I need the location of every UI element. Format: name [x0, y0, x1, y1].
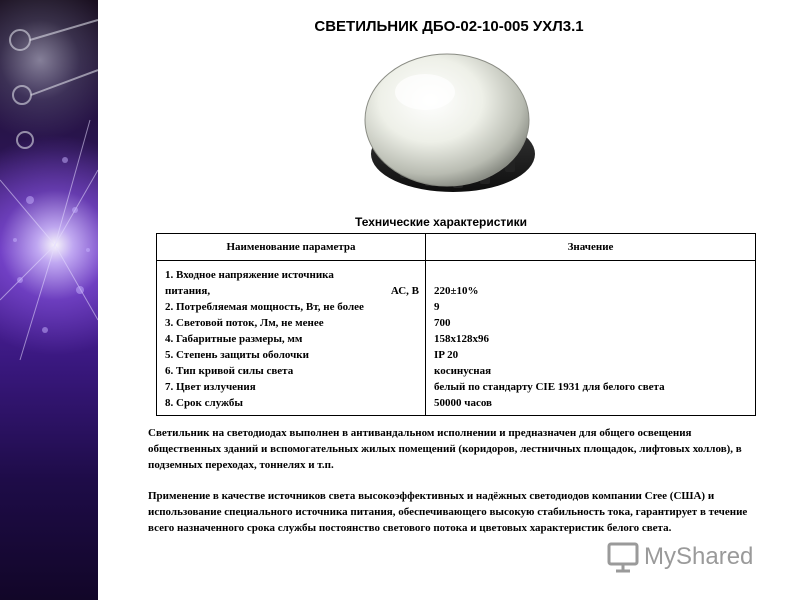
- value-line: косинусная: [434, 365, 492, 377]
- value-line: 9: [434, 301, 440, 313]
- param-line: 2. Потребляемая мощность, Вт, не более: [165, 301, 364, 313]
- header-parameter: Наименование параметра: [157, 234, 426, 261]
- watermark-logo: [606, 540, 753, 574]
- lamp-photo: [355, 42, 545, 202]
- header-value: Значение: [426, 234, 756, 261]
- value-line: 220±10%: [434, 285, 479, 297]
- presentation-icon: [606, 540, 640, 574]
- watermark-text: MyShared: [644, 543, 754, 570]
- param-line-split: [165, 283, 419, 299]
- param-line: 7. Цвет излучения: [165, 381, 256, 393]
- page-title: СВЕТИЛЬНИК ДБО-02-10-005 УХЛ3.1: [314, 18, 584, 35]
- value-cell: [426, 261, 756, 416]
- value-line: белый по стандарту CIE 1931 для белого света: [434, 381, 665, 393]
- value-line: 158x128x96: [434, 333, 489, 345]
- param-line: 4. Габаритные размеры, мм: [165, 333, 303, 345]
- description-paragraph: Светильник на светодиодах выполнен в антивандальном исполнении и предназначен для общего освещения общественных зданий и вспомогательных жилых помещений (коридоров, лестничных площадок, лифтовых холлов), в подземных переходах, тоннелях и т.п.: [148, 427, 742, 471]
- param-line: 3. Световой поток, Лм, не менее: [165, 317, 324, 329]
- value-line: IP 20: [434, 349, 459, 361]
- param-line-right: АС, В: [390, 285, 419, 297]
- param-line-left: питания,: [165, 285, 211, 297]
- param-line: 5. Степень защиты оболочки: [165, 349, 309, 361]
- description: [148, 425, 758, 551]
- value-line: 50000 часов: [434, 397, 493, 409]
- param-line: 8. Срок службы: [165, 397, 243, 409]
- specs-table: [156, 233, 756, 416]
- value-line: 700: [434, 317, 451, 329]
- param-line: 6. Тип кривой силы света: [165, 365, 294, 377]
- decorative-side-image: [0, 0, 98, 600]
- specs-heading: Технические характеристики: [355, 215, 528, 229]
- param-line: 1. Входное напряжение источника: [165, 269, 334, 281]
- description-paragraph: Применение в качестве источников света высокоэффективных и надёжных светодиодов компании Cree (США) и использование специального источника питания, обеспечивающего высокую стабильность тока, гарантирует в течение всего назначенного срока службы постоянство светового потока и цветовых характеристик белого света.: [148, 490, 748, 534]
- table-header-row: [157, 234, 756, 261]
- parameter-cell: [157, 261, 426, 416]
- table-row: [157, 261, 756, 416]
- value-spacer: [434, 267, 749, 283]
